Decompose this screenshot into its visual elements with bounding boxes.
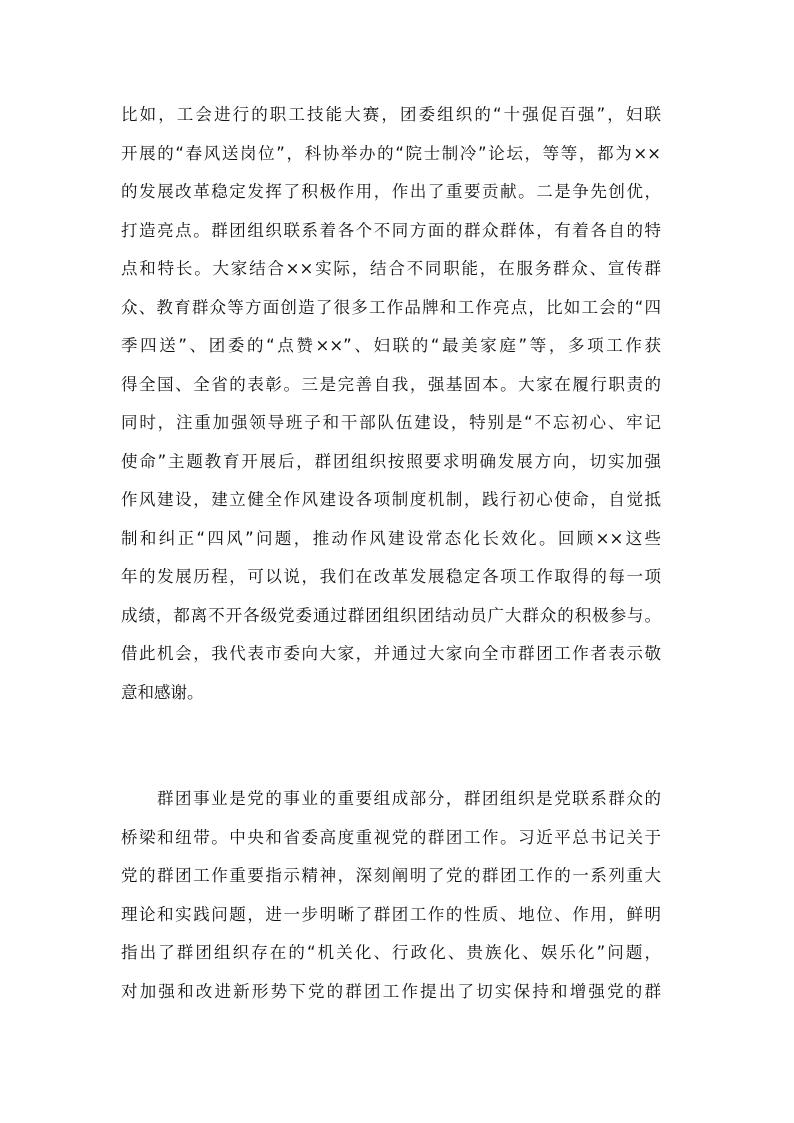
paragraph-line: 作风建设，建立健全作风建设各项制度机制，践行初心使命，自觉抵 (121, 490, 661, 509)
paragraph-line: 指出了群团组织存在的“机关化、行政化、贵族化、娱乐化”问题， (121, 943, 661, 962)
paragraph-line: 众、教育群众等方面创造了很多工作品牌和工作亮点，比如工会的“四 (121, 297, 661, 317)
paragraph-line: 成绩，都离不开各级党委通过群团组织团结动员广大群众的积极参与。 (121, 605, 661, 625)
paragraph-line: 桥梁和纽带。中央和省委高度重视党的群团工作。习近平总书记关于 (121, 827, 661, 847)
paragraph-line: 同时，注重加强领导班子和干部队伍建设，特别是“不忘初心、牢记 (121, 413, 661, 432)
paragraph-line: 理论和实践问题，进一步明晰了群团工作的性质、地位、作用，鲜明 (121, 904, 661, 924)
paragraph-line: 对加强和改进新形势下党的群团工作提出了切实保持和增强党的群 (121, 981, 661, 1001)
paragraph-line: 打造亮点。群团组织联系着各个不同方面的群众群体，有着各自的特 (121, 220, 661, 240)
paragraph-line: 借此机会，我代表市委向大家，并通过大家向全市群团工作者表示敬 (121, 644, 661, 663)
paragraph-line: 开展的“春风送岗位”，科协举办的“院士制冷”论坛，等等，都为×× (121, 143, 661, 163)
paragraph-line: 比如，工会进行的职工技能大赛，团委组织的“十强促百强”，妇联 (121, 105, 661, 124)
paragraph-line: 点和特长。大家结合××实际，结合不同职能，在服务群众、宣传群 (121, 259, 661, 278)
paragraph-line: 季四送”、团委的“点赞××”、妇联的“最美家庭”等，多项工作获 (121, 336, 661, 355)
paragraph-line: 年的发展历程，可以说，我们在改革发展稳定各项工作取得的每一项 (121, 567, 661, 586)
paragraph-1 (121, 96, 661, 712)
paragraph-line: 的发展改革稳定发挥了积极作用，作出了重要贡献。二是争先创优， (121, 182, 661, 201)
paragraph-line: 使命”主题教育开展后，群团组织按照要求明确发展方向，切实加强 (121, 451, 661, 471)
paragraph-line: 党的群团工作重要指示精神，深刻阐明了党的群团工作的一系列重大 (121, 866, 661, 885)
paragraph-line: 制和纠正“四风”问题，推动作风建设常态化长效化。回顾××这些 (121, 528, 661, 548)
paragraph-line: 群团事业是党的事业的重要组成部分，群团组织是党联系群众的 (157, 789, 661, 808)
paragraph-2 (121, 780, 661, 1011)
paragraph-line: 得全国、全省的表彰。三是完善自我，强基固本。大家在履行职责的 (121, 374, 661, 394)
paragraph-line: 意和感谢。 (121, 682, 204, 702)
